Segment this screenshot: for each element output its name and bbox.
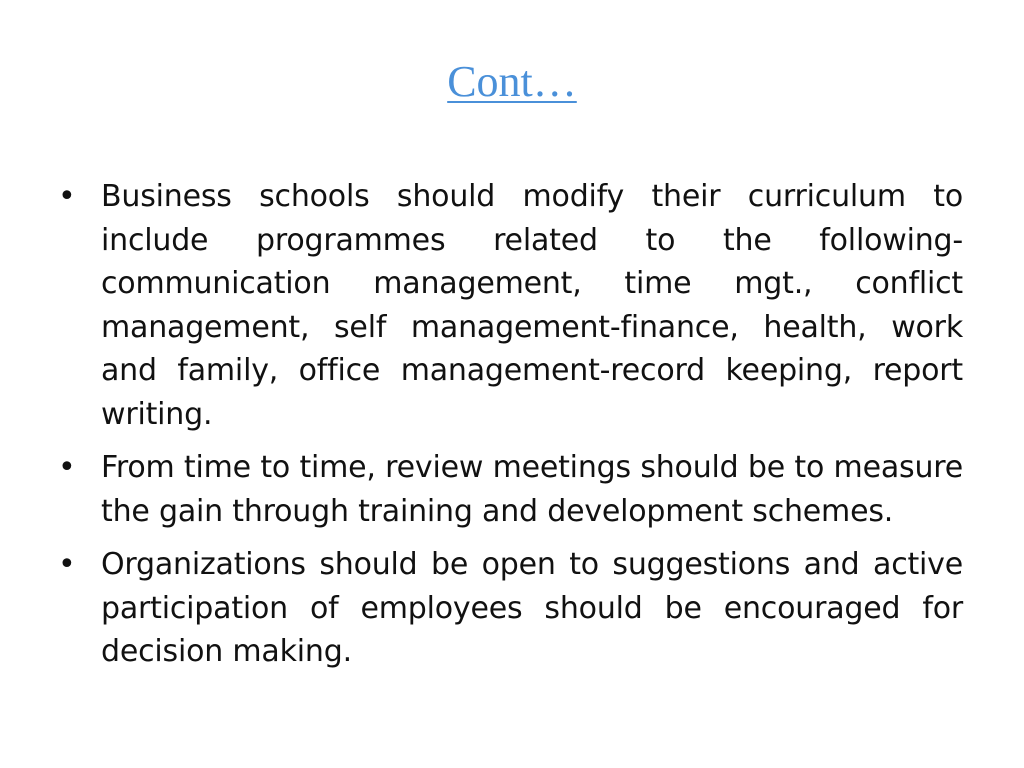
bullet-item	[58, 446, 963, 533]
slide-title[interactable]: Cont…	[447, 57, 577, 106]
bullet-text: Organizations should be open to suggestions and active participation of employees should be encouraged for decision making.	[101, 547, 963, 669]
bullet-item	[58, 543, 963, 674]
bullet-text: From time to time, review meetings should be to measure the gain through training and development schemes.	[101, 450, 963, 529]
bullet-dot-icon: •	[58, 450, 76, 485]
bullet-dot-icon: •	[58, 547, 76, 582]
bullet-dot-icon: •	[58, 179, 76, 214]
bullet-text: Business schools should modify their curriculum to include programmes related to the following- communication management, time mgt., conflict management, self management-finance, health, work and family, office management-record keeping, report writing.	[101, 179, 963, 432]
bullet-item	[58, 175, 963, 436]
bullet-list	[58, 175, 963, 684]
